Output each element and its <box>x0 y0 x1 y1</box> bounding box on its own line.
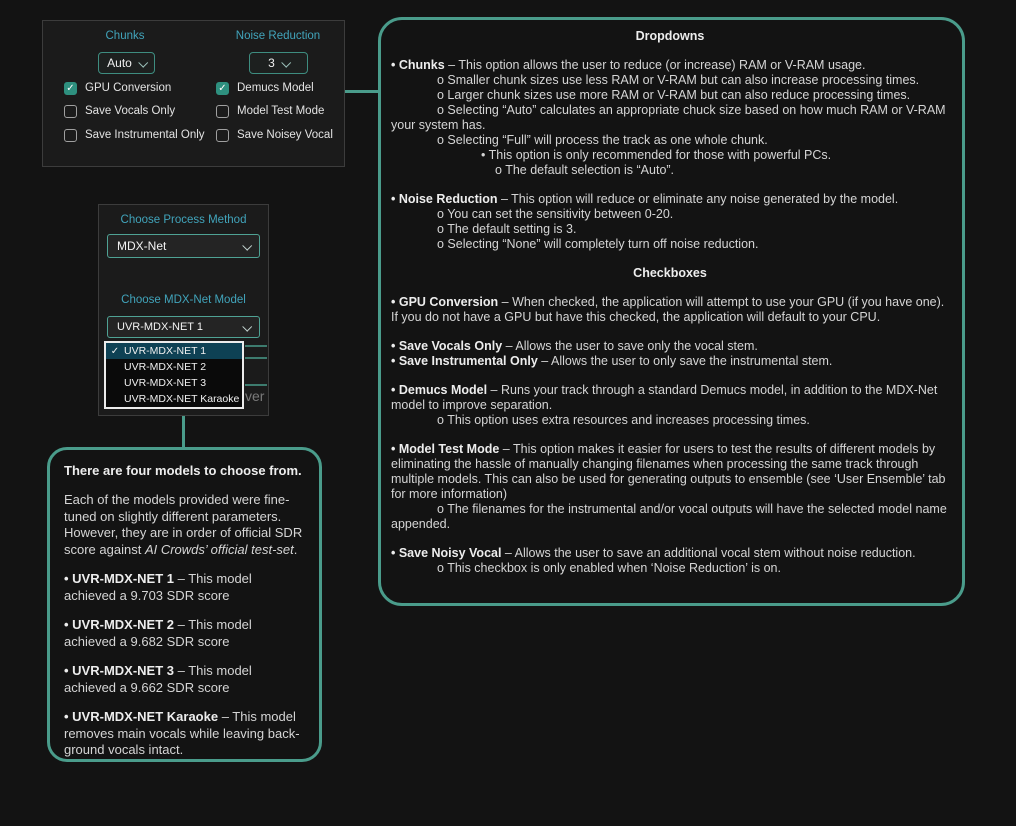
models-note-box <box>47 447 322 762</box>
dropdown-option[interactable] <box>106 391 242 407</box>
background-text: ver <box>245 388 265 404</box>
background-separator <box>245 357 267 359</box>
section-heading: Dropdowns <box>635 29 705 43</box>
model-bullet: • UVR-MDX-NET 3 – This model achieved a 9.662 SDR score <box>64 663 252 695</box>
checkbox-label: Demucs Model <box>237 82 314 94</box>
model-bullet: • UVR-MDX-NET 2 – This model achieved a 9.682 SDR score <box>64 617 252 649</box>
checkbox-label: Save Instrumental Only <box>85 129 205 141</box>
chevron-down-icon <box>242 321 252 331</box>
checkbox-label: Save Noisey Vocal <box>237 129 333 141</box>
noise-reduction-dropdown[interactable] <box>249 52 308 74</box>
checkbox-row[interactable] <box>64 104 175 118</box>
help-line: • Chunks – This option allows the user to reduce (or increase) RAM or V-RAM usage. <box>391 58 866 72</box>
note-intro: Each of the models provided were fine-tuned on slightly different parameters. However, they are in order of official SDR score against AI Crowds’ official test-set. <box>64 492 303 557</box>
mdx-model-value: UVR-MDX-NET 1 <box>117 321 203 333</box>
help-line: o Smaller chunk sizes use less RAM or V-RAM but can also increase processing times. <box>437 73 920 87</box>
help-line: • Noise Reduction – This option will reduce or eliminate any noise generated by the model. <box>391 192 899 206</box>
checkbox-unchecked[interactable] <box>216 129 229 142</box>
connector-line-horizontal <box>345 90 378 93</box>
checkbox-row[interactable] <box>216 128 333 142</box>
help-line: • This option is only recommended for those with powerful PCs. <box>481 148 832 162</box>
background-separator <box>245 384 267 386</box>
note-title: There are four models to choose from. <box>64 463 302 478</box>
settings-panel <box>42 20 345 167</box>
help-line: o This checkbox is only enabled when ‘Noise Reduction’ is on. <box>437 561 781 575</box>
checkbox-row[interactable] <box>216 104 324 118</box>
help-line: o This option uses extra resources and increases processing times. <box>437 413 810 427</box>
chevron-down-icon <box>138 57 148 67</box>
mdx-model-dropdown[interactable] <box>107 316 260 338</box>
help-line: • Demucs Model – Runs your track through a standard Demucs model, in addition to the MDX-Net model to improve separation. <box>391 383 938 412</box>
chunks-dropdown[interactable] <box>98 52 155 74</box>
chunks-label: Chunks <box>105 30 145 42</box>
chunks-dropdown-value: Auto <box>107 56 132 70</box>
note-intro-italic: AI Crowds’ official test-set <box>144 541 294 557</box>
help-line: o The default selection is “Auto”. <box>495 163 675 177</box>
checkbox-row[interactable] <box>64 128 205 142</box>
dropdown-option[interactable] <box>106 343 242 359</box>
help-line: o The filenames for the instrumental and/or vocal outputs will have the selected model name appended. <box>391 502 947 531</box>
checkbox-row[interactable] <box>216 81 314 95</box>
help-line: • Save Instrumental Only – Allows the user to only save the instrumental stem. <box>391 354 833 368</box>
help-line: • Model Test Mode – This option makes it easier for users to test the results of different models by eliminating the hassle of manually changing filenames when processing the same track through multiple models. This can also be used for generating outputs to ensemble (see ‘User Ensemble’ tab for more information) <box>391 442 946 501</box>
dropdown-option-label: UVR-MDX-NET 1 <box>124 345 207 357</box>
noise-reduction-label: Noise Reduction <box>235 30 321 42</box>
help-note-content <box>391 29 949 576</box>
process-method-value: MDX-Net <box>117 239 167 253</box>
help-note-box <box>378 17 965 606</box>
chevron-down-icon <box>281 57 291 67</box>
help-line: o Larger chunk sizes use more RAM or V-RAM but can also reduce processing times. <box>437 88 911 102</box>
help-line: o Selecting “Auto” calculates an appropriate chuck size based on how much RAM or V-RAM your system has. <box>391 103 946 132</box>
checkbox-label: GPU Conversion <box>85 82 172 94</box>
models-note-bullets <box>64 571 305 759</box>
checkbox-unchecked[interactable] <box>64 129 77 142</box>
process-method-label: Choose Process Method <box>120 214 247 226</box>
help-line: • Save Vocals Only – Allows the user to save only the vocal stem. <box>391 339 758 353</box>
checkbox-checked[interactable]: ✓ <box>64 82 77 95</box>
chevron-down-icon <box>242 240 252 250</box>
checkbox-label: Save Vocals Only <box>85 105 176 117</box>
connector-line-vertical <box>182 416 185 447</box>
section-heading: Checkboxes <box>633 266 707 280</box>
dropdown-option-label: UVR-MDX-NET 3 <box>124 377 207 389</box>
help-line: o Selecting “Full” will process the track as one whole chunk. <box>437 133 768 147</box>
help-line: o You can set the sensitivity between 0-20. <box>437 207 674 221</box>
dropdown-option-label: UVR-MDX-NET 2 <box>124 361 207 373</box>
dropdown-option-label: UVR-MDX-NET Karaoke <box>124 393 240 405</box>
model-bullet: • UVR-MDX-NET 1 – This model achieved a 9.703 SDR score <box>64 571 252 603</box>
checkbox-row[interactable] <box>64 81 171 95</box>
checkbox-unchecked[interactable] <box>216 105 229 118</box>
help-line: o Selecting “None” will completely turn off noise reduction. <box>437 237 759 251</box>
background-separator <box>245 345 267 347</box>
model-dropdown-list <box>104 341 244 409</box>
help-line: • GPU Conversion – When checked, the application will attempt to use your GPU (if you have one). If you do not have a GPU but have this checked, the application will default to your CPU. <box>391 295 945 324</box>
checkbox-unchecked[interactable] <box>64 105 77 118</box>
dropdown-option[interactable] <box>106 375 242 391</box>
noise-reduction-dropdown-value: 3 <box>268 56 275 70</box>
help-line: o The default setting is 3. <box>437 222 577 236</box>
process-method-panel <box>98 204 269 416</box>
help-line: • Save Noisy Vocal – Allows the user to save an additional vocal stem without noise reduction. <box>391 546 916 560</box>
check-icon: ✓ <box>110 345 120 357</box>
checkbox-label: Model Test Mode <box>237 105 325 117</box>
model-bullet: • UVR-MDX-NET Karaoke – This model removes main vocals while leaving back-ground vocals intact. <box>64 709 300 757</box>
process-method-dropdown[interactable] <box>107 234 260 258</box>
dropdown-option[interactable] <box>106 359 242 375</box>
checkbox-checked[interactable]: ✓ <box>216 82 229 95</box>
mdx-model-label: Choose MDX-Net Model <box>121 294 246 306</box>
